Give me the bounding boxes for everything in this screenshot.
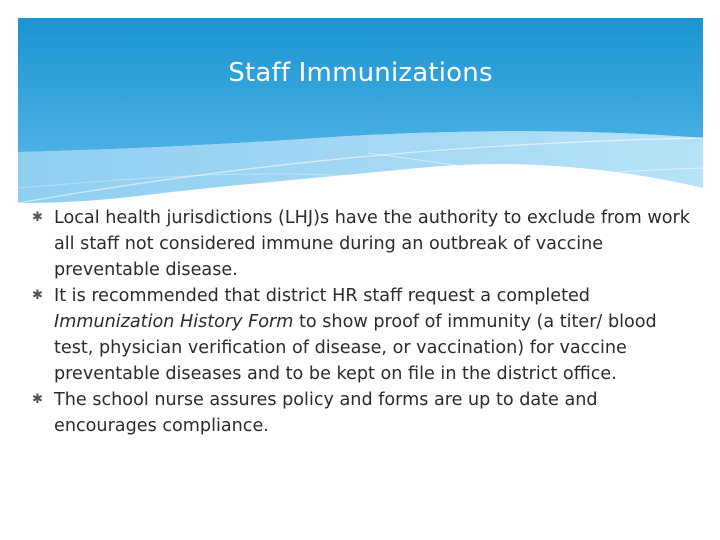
asterisk-icon: ✱ <box>32 210 43 225</box>
bullet-item <box>30 205 695 283</box>
bullet-item <box>30 387 695 439</box>
bullet-text-before: It is recommended that district HR staff request a completed <box>54 286 590 306</box>
bullet-list <box>30 205 695 439</box>
slide-title: Staff Immunizations <box>228 58 493 88</box>
asterisk-icon: ✱ <box>32 288 43 303</box>
bullet-text: The school nurse assures policy and forms are up to date and encourages compliance. <box>54 390 598 436</box>
banner-graphic <box>18 18 703 203</box>
bullet-item <box>30 283 695 387</box>
bullet-text: Local health jurisdictions (LHJ)s have the authority to exclude from work all staff not considered immune during an outbreak of vaccine preventable disease. <box>54 208 690 280</box>
form-name-emphasis: Immunization History Form <box>54 312 294 332</box>
title-banner <box>18 18 703 203</box>
bullet-text-after: to show proof of immunity (a titer/ blood test, physician verification of disease, or vaccination) for vaccine preventable diseases and to be kept on file in the district office. <box>54 312 657 384</box>
asterisk-icon: ✱ <box>32 392 43 407</box>
